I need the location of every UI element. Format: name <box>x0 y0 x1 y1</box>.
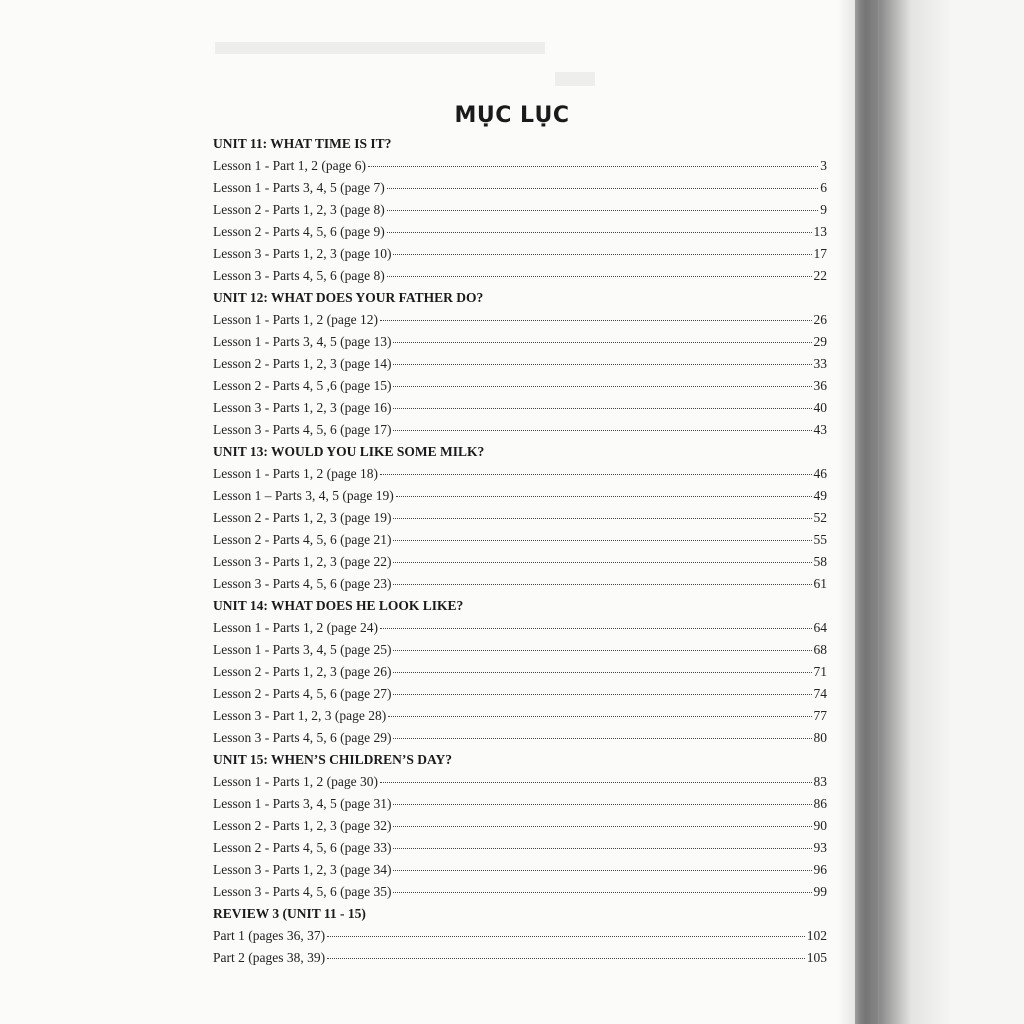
entry-label: Lesson 3 - Parts 4, 5, 6 (page 29) <box>213 730 392 745</box>
entry-label: Lesson 1 – Parts 3, 4, 5 (page 19) <box>213 488 394 503</box>
dot-leader <box>393 386 811 387</box>
dot-leader <box>393 738 811 739</box>
entry-label: Lesson 2 - Parts 4, 5, 6 (page 33) <box>213 840 392 855</box>
toc-entry <box>213 573 827 595</box>
page-number: 64 <box>813 620 827 635</box>
page-number: 86 <box>813 796 827 811</box>
entry-label: Lesson 1 - Parts 1, 2 (page 24) <box>213 620 378 635</box>
toc-entry <box>213 551 827 573</box>
toc-entry <box>213 859 827 881</box>
toc-entry <box>213 199 827 221</box>
toc-entry <box>213 925 827 947</box>
toc-entry <box>213 463 827 485</box>
dot-leader <box>380 628 812 629</box>
toc-entry <box>213 683 827 705</box>
entry-label: Lesson 2 - Parts 4, 5, 6 (page 9) <box>213 224 385 239</box>
toc-entry <box>213 309 827 331</box>
dot-leader <box>327 936 805 937</box>
dot-leader <box>393 694 811 695</box>
toc-entry <box>213 639 827 661</box>
dot-leader <box>380 782 812 783</box>
section-heading: UNIT 15: WHEN’S CHILDREN’S DAY? <box>213 752 453 767</box>
toc-entry <box>213 815 827 837</box>
entry-label: Lesson 3 - Part 1, 2, 3 (page 28) <box>213 708 387 723</box>
toc-entry <box>213 397 827 419</box>
page-number: 74 <box>813 686 827 701</box>
entry-label: Lesson 3 - Parts 4, 5, 6 (page 8) <box>213 268 385 283</box>
dot-leader <box>388 716 811 717</box>
page-number: 102 <box>806 928 827 943</box>
entry-label: Lesson 1 - Parts 3, 4, 5 (page 25) <box>213 642 392 657</box>
toc-entry <box>213 243 827 265</box>
dot-leader <box>393 848 811 849</box>
toc-entry <box>213 353 827 375</box>
page-number: 71 <box>813 664 827 679</box>
entry-label: Lesson 3 - Parts 1, 2, 3 (page 10) <box>213 246 392 261</box>
entry-label: Lesson 1 - Part 1, 2 (page 6) <box>213 158 366 173</box>
page-edge-shadow <box>838 0 878 1024</box>
toc-entry <box>213 155 827 177</box>
toc-entry <box>213 331 827 353</box>
entry-label: Lesson 3 - Parts 4, 5, 6 (page 35) <box>213 884 392 899</box>
page-number: 61 <box>813 576 827 591</box>
toc-entry <box>213 177 827 199</box>
entry-label: Lesson 2 - Parts 4, 5, 6 (page 21) <box>213 532 392 547</box>
entry-label: Lesson 2 - Parts 1, 2, 3 (page 32) <box>213 818 392 833</box>
toc-entry <box>213 485 827 507</box>
show-through-smudge <box>555 72 595 86</box>
entry-label: Lesson 2 - Parts 1, 2, 3 (page 14) <box>213 356 392 371</box>
section-heading: UNIT 13: WOULD YOU LIKE SOME MILK? <box>213 444 485 459</box>
dot-leader <box>393 804 811 805</box>
section-heading: UNIT 14: WHAT DOES HE LOOK LIKE? <box>213 598 464 613</box>
entry-label: Lesson 1 - Parts 1, 2 (page 12) <box>213 312 378 327</box>
dot-leader <box>393 254 811 255</box>
toc-entry <box>213 419 827 441</box>
toc-entry <box>213 661 827 683</box>
page-number: 55 <box>813 532 827 547</box>
dot-leader <box>393 650 811 651</box>
page-number: 3 <box>820 158 827 173</box>
dot-leader <box>393 584 811 585</box>
page-number: 90 <box>813 818 827 833</box>
dot-leader <box>393 364 811 365</box>
page-number: 80 <box>813 730 827 745</box>
toc-entry <box>213 727 827 749</box>
toc-entry <box>213 617 827 639</box>
page-number: 52 <box>813 510 827 525</box>
toc-entry <box>213 881 827 903</box>
section-heading: UNIT 11: WHAT TIME IS IT? <box>213 136 392 151</box>
page-number: 49 <box>813 488 827 503</box>
dot-leader <box>393 562 811 563</box>
page-number: 46 <box>813 466 827 481</box>
page-number: 40 <box>813 400 827 415</box>
toc-entry <box>213 507 827 529</box>
entry-label: Lesson 1 - Parts 1, 2 (page 30) <box>213 774 378 789</box>
table-of-contents <box>213 133 827 969</box>
page-number: 99 <box>813 884 827 899</box>
dot-leader <box>327 958 805 959</box>
dot-leader <box>380 474 812 475</box>
entry-label: Part 1 (pages 36, 37) <box>213 928 326 943</box>
dot-leader <box>393 870 811 871</box>
dot-leader <box>368 166 818 167</box>
page-number: 13 <box>813 224 827 239</box>
dot-leader <box>393 342 811 343</box>
page-number: 93 <box>813 840 827 855</box>
entry-label: Lesson 1 - Parts 3, 4, 5 (page 7) <box>213 180 385 195</box>
page-number: 33 <box>813 356 827 371</box>
entry-label: Lesson 2 - Parts 1, 2, 3 (page 8) <box>213 202 385 217</box>
entry-label: Lesson 2 - Parts 4, 5 ,6 (page 15) <box>213 378 392 393</box>
dot-leader <box>393 826 811 827</box>
entry-label: Lesson 3 - Parts 4, 5, 6 (page 17) <box>213 422 392 437</box>
page-number: 68 <box>813 642 827 657</box>
section-heading: UNIT 12: WHAT DOES YOUR FATHER DO? <box>213 290 484 305</box>
entry-label: Lesson 2 - Parts 1, 2, 3 (page 19) <box>213 510 392 525</box>
page-number: 17 <box>813 246 827 261</box>
entry-label: Lesson 1 - Parts 3, 4, 5 (page 13) <box>213 334 392 349</box>
dot-leader <box>396 496 812 497</box>
dot-leader <box>387 188 819 189</box>
page-number: 77 <box>813 708 827 723</box>
toc-entry <box>213 265 827 287</box>
page-title: MỤC LỤC <box>454 102 570 128</box>
entry-label: Lesson 1 - Parts 3, 4, 5 (page 31) <box>213 796 392 811</box>
toc-entry <box>213 771 827 793</box>
entry-label: Lesson 3 - Parts 1, 2, 3 (page 22) <box>213 554 392 569</box>
show-through-smudge <box>215 42 545 54</box>
entry-label: Lesson 2 - Parts 4, 5, 6 (page 27) <box>213 686 392 701</box>
dot-leader <box>393 518 811 519</box>
toc-entry <box>213 705 827 727</box>
dot-leader <box>393 408 811 409</box>
page-number: 29 <box>813 334 827 349</box>
page-number: 36 <box>813 378 827 393</box>
toc-entry <box>213 375 827 397</box>
toc-entry <box>213 837 827 859</box>
page-number: 96 <box>813 862 827 877</box>
toc-entry <box>213 529 827 551</box>
toc-entry <box>213 221 827 243</box>
toc-entry <box>213 793 827 815</box>
dot-leader <box>393 672 811 673</box>
entry-label: Lesson 1 - Parts 1, 2 (page 18) <box>213 466 378 481</box>
dot-leader <box>393 892 811 893</box>
page-number: 6 <box>820 180 827 195</box>
entry-label: Lesson 3 - Parts 4, 5, 6 (page 23) <box>213 576 392 591</box>
page-number: 22 <box>813 268 827 283</box>
entry-label: Lesson 3 - Parts 1, 2, 3 (page 34) <box>213 862 392 877</box>
dot-leader <box>387 232 812 233</box>
page-number: 26 <box>813 312 827 327</box>
page-number: 43 <box>813 422 827 437</box>
dot-leader <box>380 320 812 321</box>
page-number: 83 <box>813 774 827 789</box>
dot-leader <box>387 210 819 211</box>
dot-leader <box>393 430 811 431</box>
entry-label: Lesson 3 - Parts 1, 2, 3 (page 16) <box>213 400 392 415</box>
dot-leader <box>387 276 812 277</box>
page-number: 9 <box>820 202 827 217</box>
entry-label: Part 2 (pages 38, 39) <box>213 950 326 965</box>
toc-entry <box>213 947 827 969</box>
page-number: 58 <box>813 554 827 569</box>
dot-leader <box>393 540 811 541</box>
section-heading: REVIEW 3 (UNIT 11 - 15) <box>213 906 366 921</box>
entry-label: Lesson 2 - Parts 1, 2, 3 (page 26) <box>213 664 392 679</box>
page-number: 105 <box>806 950 827 965</box>
